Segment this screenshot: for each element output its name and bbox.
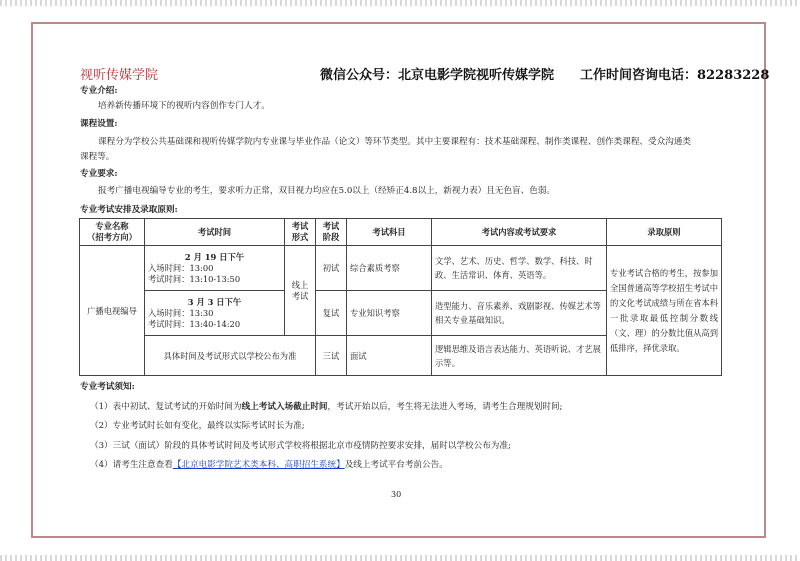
subject-2: 专业知识考察 xyxy=(347,291,432,336)
exam-title: 专业考试安排及录取原则: xyxy=(80,205,178,215)
intro-title: 专业介绍: xyxy=(80,86,118,96)
session2-exam: 考试时间：13:40-14:20 xyxy=(148,318,241,329)
contact-header xyxy=(320,64,769,83)
notes-title: 专业考试须知: xyxy=(80,382,135,392)
note-3: （3）三试（面试）阶段的具体考试时间及考试形式学校将根据北京市疫情防控要求安排，届时以学校公布为准; xyxy=(90,440,511,451)
admission-cell: 专业考试合格的考生，按参加全国普通高等学校招生考试中的文化考试成绩与所在省本科一批录取最低控制分数线（文、理）的分数比值从高到低排序，择优录取。 xyxy=(607,246,722,376)
note-1-bold: 线上考试入场截止时间 xyxy=(241,401,328,412)
header-stage: 考试 阶段 xyxy=(316,219,347,246)
session2-date: 3 月 3 日下午 xyxy=(187,296,242,307)
session1-date: 2 月 19 日下午 xyxy=(184,251,245,262)
exam-notes xyxy=(80,378,730,476)
stage-1: 初试 xyxy=(316,246,347,291)
note-1-post: ，考试开始以后，考生将无法进入考场，请考生合理规划时间; xyxy=(327,401,563,412)
session1-exam: 考试时间：13:10-13:50 xyxy=(148,273,241,284)
session1-entry: 入场时间：13:00 xyxy=(148,262,214,273)
header-admission: 录取原则 xyxy=(607,219,722,246)
note-4-post: 及线上考试平台考前公告。 xyxy=(344,460,448,470)
header-subject: 考试科目 xyxy=(347,219,432,246)
school-name: 视听传媒学院 xyxy=(80,68,159,83)
note-4 xyxy=(80,456,730,476)
content-1: 文学、艺术、历史、哲学、数学、科技、时政、生活常识、体育、英语等。 xyxy=(432,246,607,291)
note-4-pre: （4）请考生注意查看 xyxy=(90,460,173,470)
note-1-pre: （1）表中初试、复试考试的开始时间为 xyxy=(90,401,242,412)
requirements-text: 报考广播电视编导专业的考生，要求听力正常，双目视力均应在5.0以上（经矫正4.8以上，新视力表）且无色盲、色弱。 xyxy=(98,186,556,196)
form-cell: 线上 考试 xyxy=(285,246,316,336)
session2-entry: 入场时间：13:30 xyxy=(148,307,214,318)
intro-text: 培养新传播环境下的视听内容创作专门人才。 xyxy=(98,101,270,111)
note-1 xyxy=(80,398,730,418)
content-3: 逻辑思维及语言表达能力、英语听说、才艺展示等。 xyxy=(432,336,607,376)
header-time: 考试时间 xyxy=(145,219,285,246)
stage-2: 复试 xyxy=(316,291,347,336)
courses-title: 课程设置: xyxy=(80,119,118,129)
session1-cell xyxy=(145,246,285,291)
courses-text-line1: 课程分为学校公共基础课和视听传媒学院内专业课与毕业作品（论文）等环节类型。其中主要课程有：技术基础课程、制作类课程、创作类课程、受众沟通类 xyxy=(98,137,691,147)
requirements-title: 专业要求: xyxy=(80,169,118,179)
header-content: 考试内容或考试要求 xyxy=(432,219,607,246)
bottom-stripe xyxy=(0,555,800,561)
header-form: 考试 形式 xyxy=(285,219,316,246)
major-cell: 广播电视编导 xyxy=(80,246,145,376)
third-time-cell: 具体时间及考试形式以学校公布为准 xyxy=(145,336,316,376)
phone-info: 工作时间咨询电话：82283228 xyxy=(580,68,770,83)
note-2: （2）专业考试时长如有变化，最终以实际考试时长为准; xyxy=(90,421,305,431)
page-number: 30 xyxy=(391,490,402,499)
subject-1: 综合素质考察 xyxy=(347,246,432,291)
stage-3: 三试 xyxy=(316,336,347,376)
header-major: 专业名称 （招考方向） xyxy=(80,219,145,246)
exam-table xyxy=(79,218,722,376)
admission-system-link[interactable]: 【北京电影学院艺术类本科、高职招生系统】 xyxy=(172,460,345,470)
wechat-info: 微信公众号：北京电影学院视听传媒学院 xyxy=(320,68,555,83)
session2-cell xyxy=(145,291,285,336)
courses-text-line2: 课程等。 xyxy=(80,152,115,162)
top-stripe xyxy=(0,0,800,6)
content-2: 造型能力、音乐素养、戏剧影视、传媒艺术等相关专业基础知识。 xyxy=(432,291,607,336)
subject-3: 面试 xyxy=(347,336,432,376)
